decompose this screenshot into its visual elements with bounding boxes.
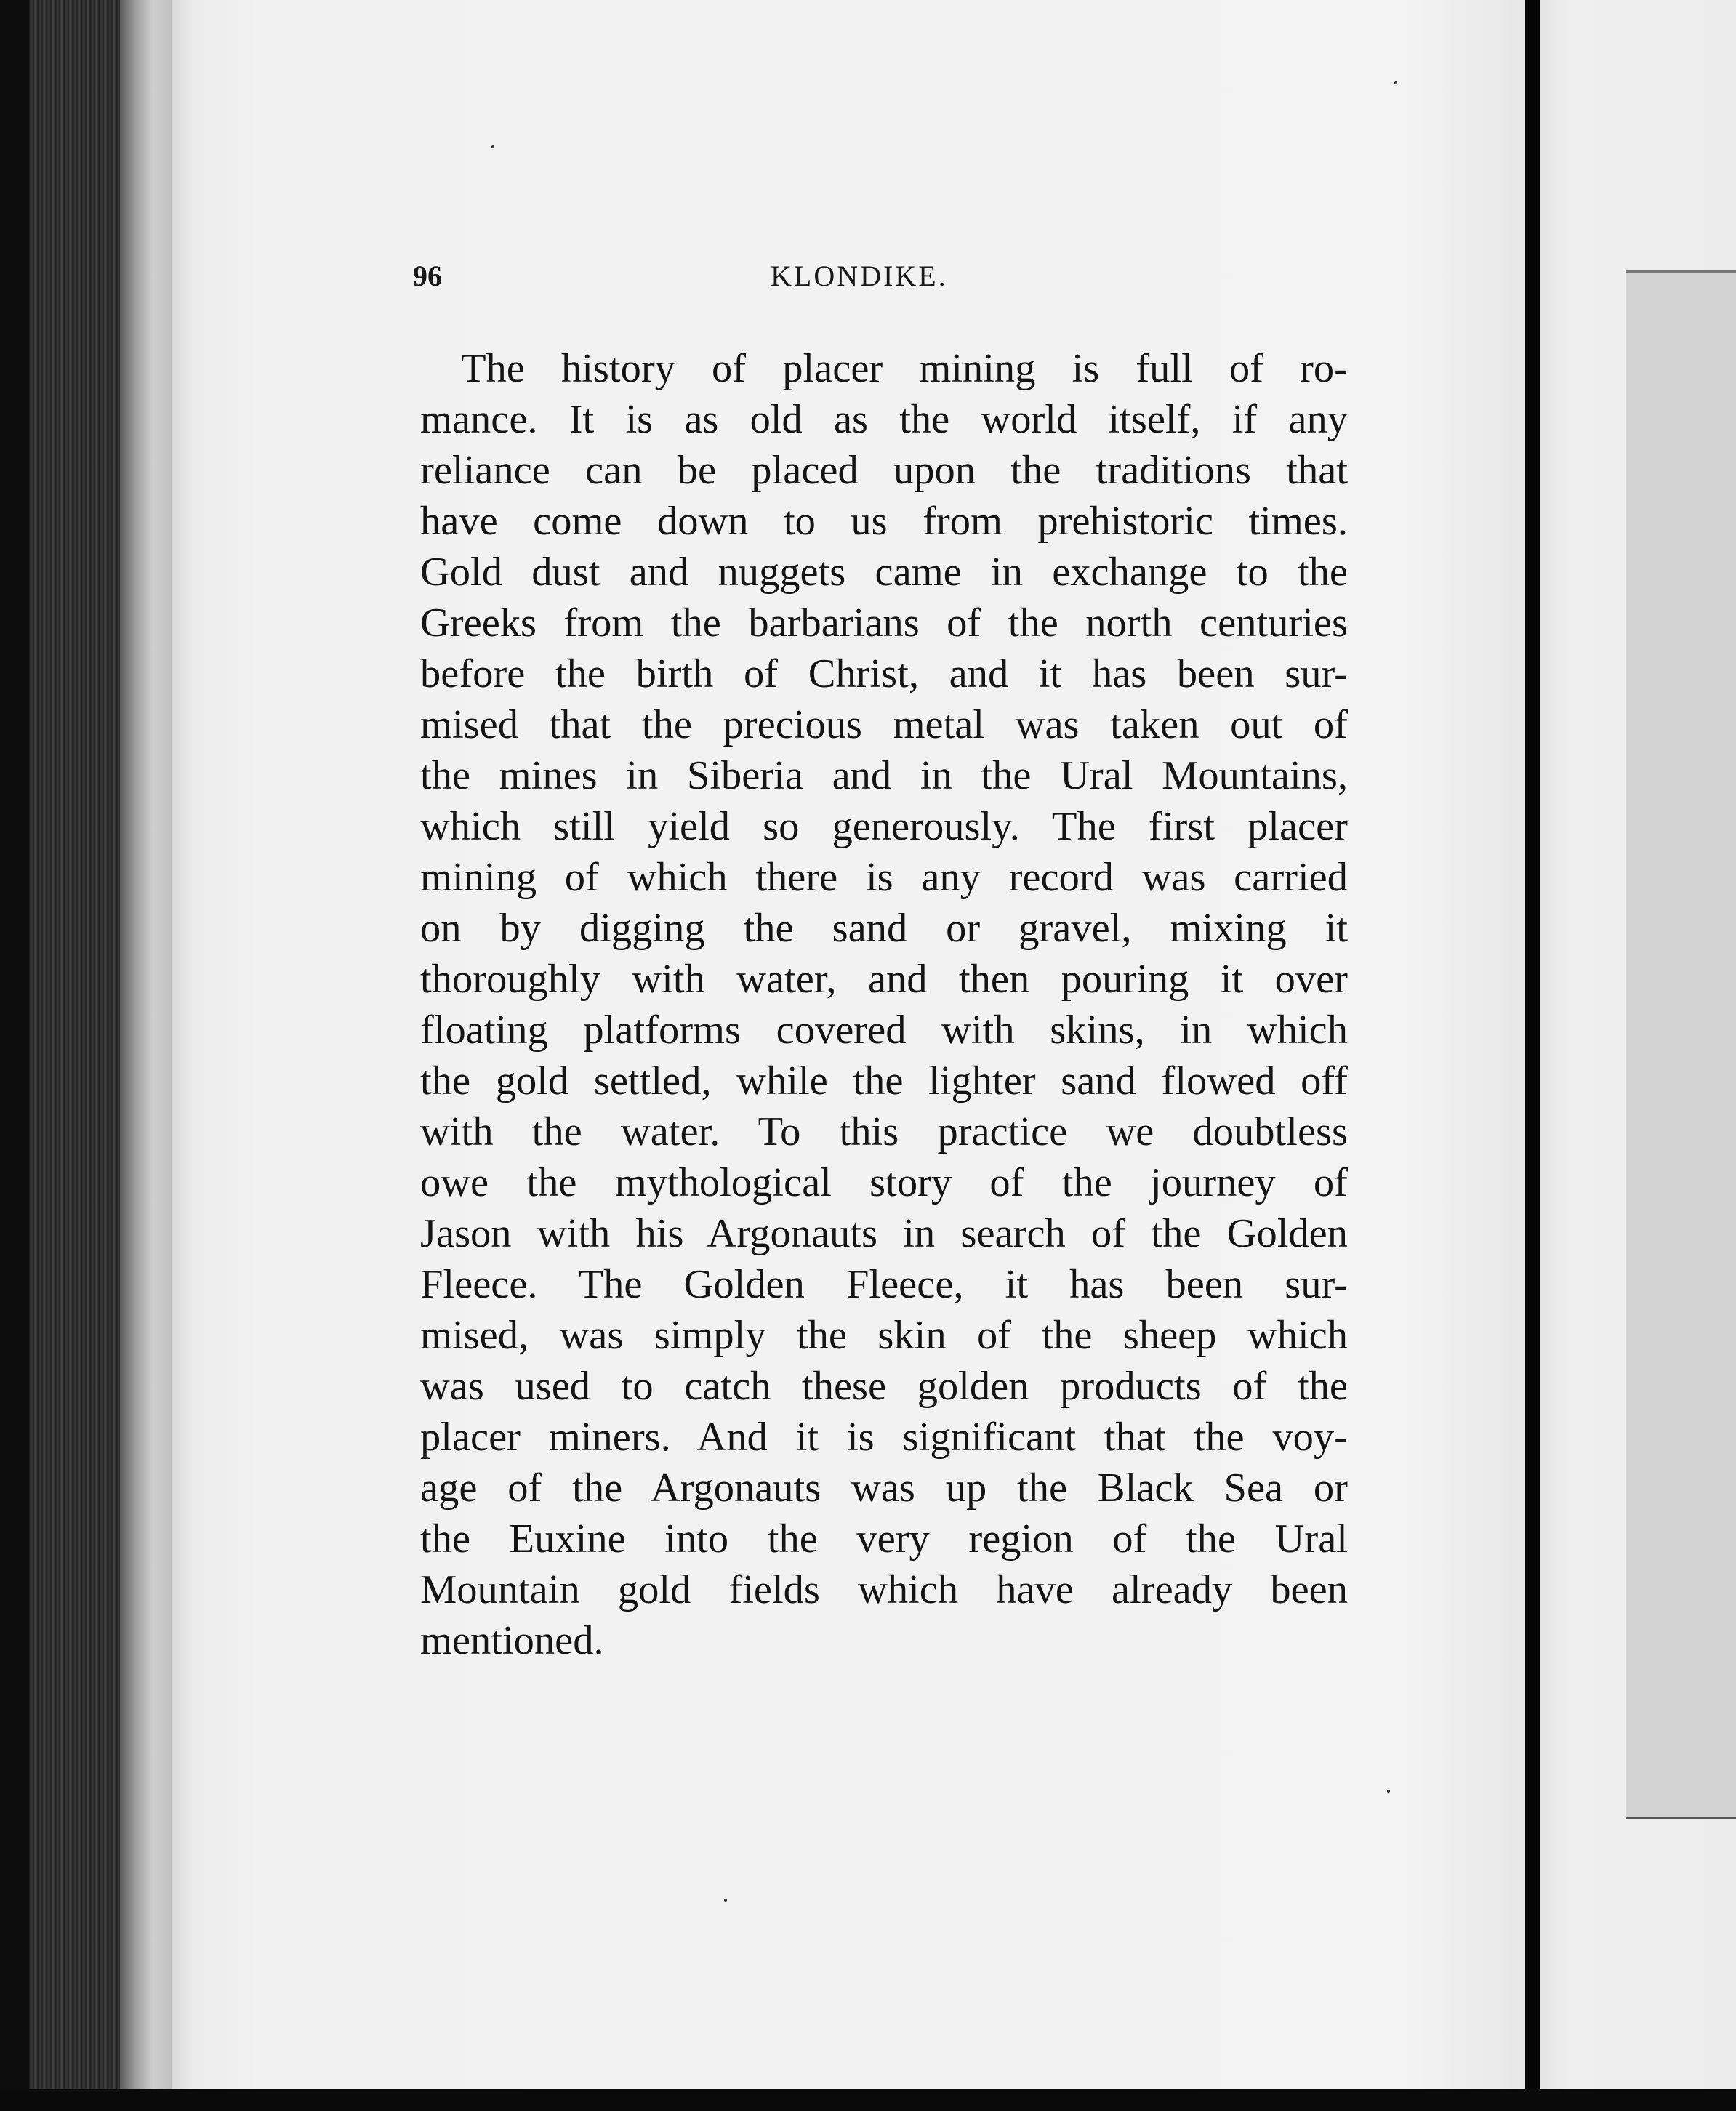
- text-line: Mountain gold fields which have already been: [420, 1567, 1348, 1612]
- text-line: the mines in Siberia and in the Ural Mountains,: [420, 753, 1348, 798]
- text-line: have come down to us from prehistoric times.: [420, 499, 1348, 544]
- book-page-edges-highlight: [120, 0, 174, 2111]
- paper-speck: [724, 1899, 727, 1902]
- text-line: age of the Argonauts was up the Black Sea or: [420, 1465, 1348, 1511]
- text-line: mance. It is as old as the world itself, if any: [420, 397, 1348, 442]
- paper-speck: [491, 145, 494, 148]
- page-number: 96: [413, 260, 442, 292]
- text-line: Gold dust and nuggets came in exchange to the: [420, 550, 1348, 595]
- text-line: mining of which there is any record was carried: [420, 855, 1348, 900]
- text-line: thoroughly with water, and then pouring it over: [420, 957, 1348, 1002]
- text-line: reliance can be placed upon the traditions that: [420, 448, 1348, 493]
- facing-page-plate: [1626, 270, 1736, 1819]
- text-line: before the birth of Christ, and it has been sur-: [420, 651, 1348, 696]
- text-line: with the water. To this practice we doubtless: [420, 1109, 1348, 1154]
- text-line: on by digging the sand or gravel, mixing it: [420, 906, 1348, 951]
- text-line: placer miners. And it is significant that the voy-: [420, 1415, 1348, 1460]
- text-line: owe the mythological story of the journey of: [420, 1160, 1348, 1205]
- text-line: the gold settled, while the lighter sand flowed off: [420, 1058, 1348, 1103]
- text-line: mised that the precious metal was taken out of: [420, 702, 1348, 747]
- text-line: the Euxine into the very region of the Ural: [420, 1516, 1348, 1561]
- running-head: [0, 259, 1736, 302]
- body-paragraph: [420, 343, 1348, 1666]
- text-line: mised, was simply the skin of the sheep which: [420, 1313, 1348, 1358]
- paper-speck: [1387, 1790, 1390, 1793]
- text-line: Greeks from the barbarians of the north centuries: [420, 600, 1348, 646]
- scan-bottom-edge: [0, 2089, 1736, 2111]
- text-line: Fleece. The Golden Fleece, it has been sur-: [420, 1262, 1348, 1307]
- text-line: The history of placer mining is full of ro-: [461, 346, 1348, 391]
- text-line: was used to catch these golden products of the: [420, 1364, 1348, 1409]
- binding-gutter: [1525, 0, 1540, 2111]
- text-line: floating platforms covered with skins, in which: [420, 1008, 1348, 1053]
- paper-speck: [1394, 81, 1397, 84]
- text-line: Jason with his Argonauts in search of the Golden: [420, 1211, 1348, 1256]
- text-line: which still yield so generously. The first placer: [420, 804, 1348, 849]
- running-title: KLONDIKE.: [771, 260, 948, 292]
- text-line: mentioned.: [420, 1618, 604, 1663]
